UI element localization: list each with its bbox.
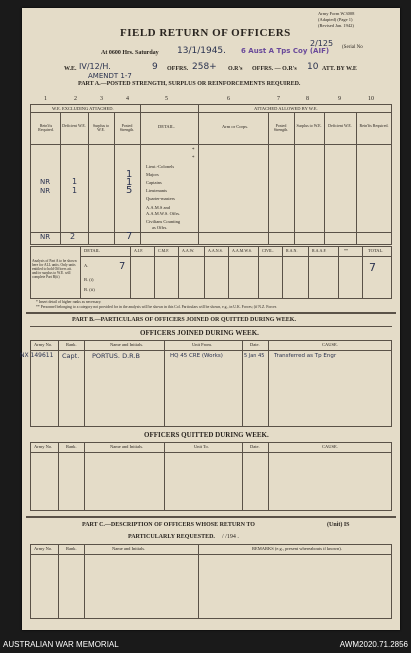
- hw-joined-army-no: NX 149611: [20, 352, 54, 359]
- date-prefix: At 0600 Hrs. Saturday: [101, 50, 159, 56]
- joined-header: Date.: [250, 342, 260, 347]
- grid-line: [30, 426, 392, 427]
- analysis-row: B. (i): [84, 277, 94, 282]
- hw-joined-unit: HQ 45 CRE (Works): [170, 353, 223, 359]
- part-c-header: Rank.: [66, 546, 77, 551]
- analysis-header: R.A.A.F.: [312, 248, 327, 253]
- grid-line: [258, 246, 259, 298]
- analysis-header: C.M.F.: [158, 248, 170, 253]
- grid-line: [30, 442, 31, 510]
- ors-label: O.R's: [228, 66, 243, 72]
- grid-line: [268, 112, 269, 244]
- joined-header: Name and Initials.: [110, 342, 144, 347]
- grid-line: [58, 340, 59, 426]
- grid-line: [58, 544, 59, 618]
- grid-line: [164, 442, 165, 510]
- footnote: * Insert detail of higher ranks as necessary.: [36, 300, 102, 304]
- rank-label: Lieutenants: [146, 188, 167, 193]
- hw-total-reinfts: NR: [40, 233, 51, 241]
- rank-label: as Offrs.: [152, 225, 168, 230]
- section-divider: [26, 516, 396, 518]
- quitted-header: Unit To.: [194, 444, 209, 449]
- grid-line: [178, 246, 179, 298]
- rank-label: Quarter-masters: [146, 196, 175, 201]
- joined-heading: OFFICERS JOINED DURING WEEK.: [140, 329, 259, 337]
- offrs-label: OFFRS.: [167, 66, 189, 72]
- hw-posted: 1: [126, 177, 133, 188]
- rank-label: Majors: [146, 172, 159, 177]
- col-number: 5: [165, 96, 168, 102]
- grid-line: [356, 112, 357, 244]
- header-posted-att: Posted Strength.: [273, 123, 289, 132]
- analysis-row: B. (ii): [84, 287, 95, 292]
- we-label: W.E.: [64, 66, 77, 72]
- hw-joined-rank: Capt.: [62, 352, 80, 360]
- att-label: OFFRS. — O.R's: [252, 66, 297, 72]
- joined-header: CAUSE.: [322, 342, 338, 347]
- col-number: 6: [227, 96, 230, 102]
- form-ref: (Adapted) (Page 1): [318, 17, 353, 22]
- col-number: 8: [306, 96, 309, 102]
- header-reinfts: Rein'fts Required.: [38, 123, 54, 132]
- group-left: W.E. EXCLUDING ATTACHED.: [52, 106, 114, 111]
- att-suffix: ATT. BY W.E: [322, 66, 357, 72]
- part-c-date: / /194 .: [222, 534, 239, 540]
- grid-line: [58, 442, 59, 510]
- grid-line: [391, 246, 392, 298]
- hw-analysis-total: 7: [369, 261, 376, 274]
- joined-header: Rank.: [66, 342, 77, 347]
- analysis-header: A.A.M.W.S.: [232, 248, 252, 253]
- grid-line: [140, 104, 141, 244]
- header-deficient: Deficient W.E.: [62, 123, 86, 128]
- unit-stamp: 6 Aust A Tps Coy (AIF): [241, 47, 330, 55]
- offrs-value: 9: [152, 62, 158, 72]
- quitted-header: Rank.: [66, 444, 77, 449]
- grid-line: [30, 326, 392, 327]
- grid-line: [30, 618, 392, 619]
- grid-line: [242, 442, 243, 510]
- att-value: 10: [307, 62, 319, 72]
- grid-line: [391, 442, 392, 510]
- form-title: FIELD RETURN OF OFFICERS: [120, 27, 291, 39]
- grid-line: [391, 340, 392, 426]
- quitted-heading: OFFICERS QUITTED DURING WEEK.: [144, 431, 269, 439]
- part-c-header: Name and Initials.: [112, 546, 146, 551]
- analysis-header: TOTAL.: [368, 248, 384, 253]
- header-deficient-att: Deficient W.E.: [328, 123, 352, 128]
- grid-line: [30, 144, 392, 145]
- analysis-header: R.A.N.: [286, 248, 298, 253]
- col-number: 1: [44, 96, 47, 102]
- grid-line: [30, 232, 392, 233]
- rank-label: Captains: [146, 180, 162, 185]
- grid-line: [30, 544, 31, 618]
- grid-line: [154, 246, 155, 298]
- grid-line: [324, 112, 325, 244]
- part-c-header: Army No.: [34, 546, 53, 551]
- serial-value: 2/125: [310, 39, 334, 48]
- analysis-header: A.A.W.: [182, 248, 195, 253]
- hw-total-posted: 7: [126, 231, 133, 242]
- col-number: 3: [100, 96, 103, 102]
- footer-right: AWM2020.71.2856: [339, 640, 408, 649]
- grid-line: [30, 510, 392, 511]
- part-a-heading: PART A.—POSTED STRENGTH, SURPLUS OR REINFORCEMENTS REQUIRED.: [78, 81, 301, 87]
- analysis-header: A.I.F.: [134, 248, 144, 253]
- grid-line: [130, 246, 131, 298]
- grid-line: [84, 340, 85, 426]
- grid-line: [391, 104, 392, 244]
- hw-joined-name: PORTUS. D.R.B: [92, 352, 140, 360]
- hw-deficient: 1: [72, 177, 78, 186]
- header-surplus-att: Surplus to W.E.: [296, 123, 322, 128]
- quitted-header: Name and Initials.: [110, 444, 144, 449]
- quitted-header: CAUSE.: [322, 444, 338, 449]
- rank-label: Civilians Counting: [146, 219, 181, 224]
- analysis-header: **: [344, 248, 348, 253]
- we-value: IV/12/H.: [79, 62, 111, 71]
- grid-line: [80, 246, 81, 298]
- hw-posted: 5: [126, 185, 133, 196]
- grid-line: [30, 112, 392, 113]
- analysis-header: A.A.N.S.: [208, 248, 223, 253]
- grid-line: [84, 442, 85, 510]
- header-arm: Arm or Corps.: [222, 124, 249, 129]
- grid-line: [228, 246, 229, 298]
- rank-label: A.A.M.W.S. Offrs.: [146, 211, 181, 216]
- grid-line: [268, 340, 269, 426]
- hw-total-deficient: 2: [70, 232, 76, 241]
- grid-line: [30, 244, 392, 245]
- col-number: 4: [126, 96, 129, 102]
- hw-joined-date: 5 Jan 45: [244, 353, 265, 359]
- rank-label: A.A.M.S and: [146, 205, 171, 210]
- amendment: AMENDT 1-7: [88, 72, 132, 80]
- header-surplus: Surplus to W.E.: [92, 123, 110, 132]
- date-value: 13/1/1945.: [177, 46, 227, 56]
- grid-line: [30, 298, 392, 299]
- asterisk-mark: *: [192, 156, 195, 161]
- grid-line: [80, 256, 392, 257]
- grid-line: [242, 340, 243, 426]
- analysis-note: Analysis of Part A to be shown here for ALL units. Only units entitled to hold Officers att. and/or surplus to W.E. will complete Part B(ii): [32, 259, 77, 279]
- hw-reinfts: NR: [40, 178, 51, 186]
- grid-line: [282, 246, 283, 298]
- header-detail: DETAIL.: [158, 124, 176, 129]
- analysis-detail: DETAIL: [84, 248, 100, 253]
- grid-line: [60, 112, 61, 244]
- rank-label: Lieut.-Colonels: [146, 164, 175, 169]
- form-page: [22, 8, 400, 630]
- grid-line: [84, 544, 85, 618]
- col-number: 10: [368, 96, 374, 102]
- archive-footer: [0, 637, 411, 653]
- hw-posted: 1: [126, 169, 133, 180]
- grid-line: [362, 246, 363, 298]
- quitted-header: Date.: [250, 444, 260, 449]
- col-number: 2: [74, 96, 77, 102]
- header-posted: Posted Strength.: [119, 123, 135, 132]
- grid-line: [198, 104, 199, 244]
- hw-reinfts: NR: [40, 187, 51, 195]
- grid-line: [391, 544, 392, 618]
- grid-line: [204, 246, 205, 298]
- col-number: 9: [338, 96, 341, 102]
- hw-deficient: 1: [72, 186, 78, 195]
- hw-analysis-aif: 7: [119, 261, 126, 272]
- part-c-header: REMARKS (e.g., present whereabouts if known).: [252, 546, 342, 551]
- footer-left: AUSTRALIAN WAR MEMORIAL: [3, 640, 119, 649]
- footnote: ** Personnel belonging to a category not provided for in the analysis will be shown in this Col. Particulars will be shown, e.g., in U.K. Forces; (if N.Z. Forces: [36, 305, 277, 309]
- grid-line: [30, 104, 392, 105]
- grid-line: [294, 112, 295, 244]
- grid-line: [308, 246, 309, 298]
- grid-line: [114, 112, 115, 244]
- grid-line: [268, 442, 269, 510]
- grid-line: [88, 112, 89, 244]
- grid-line: [30, 104, 31, 244]
- grid-line: [198, 544, 199, 618]
- form-ref: (Revised Jan. 1942): [318, 23, 354, 28]
- joined-header: Army No.: [34, 342, 53, 347]
- part-c-line2: PARTICULARLY REQUESTED.: [128, 534, 215, 540]
- form-ref: Army Form W.3008: [318, 11, 355, 16]
- asterisk-mark: *: [192, 148, 195, 153]
- group-right: ATTACHED ALLOWED BY W.E.: [254, 106, 318, 111]
- quitted-header: Army No.: [34, 444, 53, 449]
- grid-line: [338, 246, 339, 298]
- serial-label: (Serial No: [342, 45, 363, 50]
- hw-joined-cause: Transferred as Tp Engr: [274, 353, 337, 359]
- part-c-line1: PART C.—DESCRIPTION OF OFFICERS WHOSE RETURN TO: [82, 522, 255, 528]
- grid-line: [164, 340, 165, 426]
- part-c-unit: (Unit) IS: [327, 522, 350, 528]
- col-number: 7: [277, 96, 280, 102]
- analysis-header: CIVIL.: [262, 248, 274, 253]
- grid-line: [30, 246, 31, 298]
- header-reinfts-att: Rein'fts Required.: [359, 123, 389, 128]
- joined-header: Unit From.: [192, 342, 213, 347]
- section-divider: [26, 312, 396, 314]
- analysis-row: A.: [84, 263, 89, 268]
- ors-value: 258+: [192, 62, 217, 72]
- part-b-heading: PART B.—PARTICULARS OF OFFICERS JOINED OR QUITTED DURING WEEK.: [72, 317, 296, 323]
